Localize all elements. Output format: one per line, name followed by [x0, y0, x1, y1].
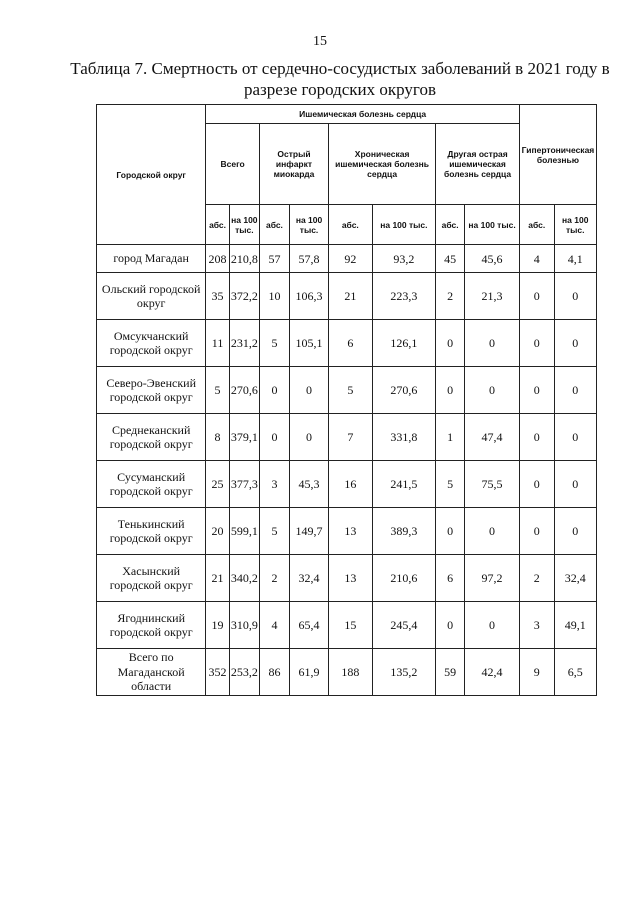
value-cell: 20	[206, 508, 229, 555]
value-cell: 45,6	[465, 245, 520, 273]
subheader-per100k: на 100 тыс.	[372, 205, 436, 245]
value-cell: 0	[436, 508, 465, 555]
value-cell: 126,1	[372, 320, 436, 367]
value-cell: 6,5	[554, 649, 596, 696]
value-cell: 75,5	[465, 461, 520, 508]
value-cell: 11	[206, 320, 229, 367]
subheader-abs: абс.	[259, 205, 289, 245]
value-cell: 0	[465, 508, 520, 555]
value-cell: 42,4	[465, 649, 520, 696]
header-other-acute-ihd: Другая острая ишемическая болезнь сердца	[436, 124, 520, 205]
value-cell: 19	[206, 602, 229, 649]
value-cell: 106,3	[290, 273, 329, 320]
value-cell: 45,3	[290, 461, 329, 508]
header-chronic-ihd: Хроническая ишемическая болезнь сердца	[329, 124, 436, 205]
mortality-table	[96, 104, 597, 696]
value-cell: 253,2	[229, 649, 259, 696]
table-header	[97, 105, 597, 245]
value-cell: 0	[519, 273, 554, 320]
value-cell: 21	[206, 555, 229, 602]
subheader-per100k: на 100 тыс.	[229, 205, 259, 245]
value-cell: 0	[519, 320, 554, 367]
value-cell: 5	[259, 508, 289, 555]
table-row	[97, 245, 597, 273]
value-cell: 0	[436, 367, 465, 414]
value-cell: 0	[465, 320, 520, 367]
district-name-cell: Ягоднинский городской округ	[97, 602, 206, 649]
value-cell: 15	[329, 602, 373, 649]
value-cell: 4	[519, 245, 554, 273]
value-cell: 0	[465, 602, 520, 649]
value-cell: 59	[436, 649, 465, 696]
value-cell: 8	[206, 414, 229, 461]
value-cell: 0	[259, 367, 289, 414]
district-name-cell: Сусуманский городской округ	[97, 461, 206, 508]
value-cell: 2	[259, 555, 289, 602]
value-cell: 25	[206, 461, 229, 508]
value-cell: 49,1	[554, 602, 596, 649]
header-hypertensive: Гипертоническая болезнью	[519, 105, 596, 205]
value-cell: 0	[290, 414, 329, 461]
value-cell: 32,4	[290, 555, 329, 602]
value-cell: 0	[554, 273, 596, 320]
table-row	[97, 555, 597, 602]
value-cell: 97,2	[465, 555, 520, 602]
value-cell: 210,8	[229, 245, 259, 273]
value-cell: 270,6	[372, 367, 436, 414]
table-row	[97, 367, 597, 414]
value-cell: 245,4	[372, 602, 436, 649]
value-cell: 6	[329, 320, 373, 367]
header-total: Всего	[206, 124, 260, 205]
table-row	[97, 273, 597, 320]
table-row	[97, 649, 597, 696]
subheader-per100k: на 100 тыс.	[290, 205, 329, 245]
value-cell: 0	[519, 414, 554, 461]
value-cell: 2	[519, 555, 554, 602]
value-cell: 3	[259, 461, 289, 508]
value-cell: 0	[554, 461, 596, 508]
district-name-cell: Всего по Магаданской области	[97, 649, 206, 696]
table-row	[97, 461, 597, 508]
value-cell: 35	[206, 273, 229, 320]
value-cell: 231,2	[229, 320, 259, 367]
value-cell: 92	[329, 245, 373, 273]
value-cell: 86	[259, 649, 289, 696]
value-cell: 10	[259, 273, 289, 320]
value-cell: 379,1	[229, 414, 259, 461]
value-cell: 0	[519, 461, 554, 508]
value-cell: 372,2	[229, 273, 259, 320]
district-name-cell: Северо-Эвенский городской округ	[97, 367, 206, 414]
value-cell: 4	[259, 602, 289, 649]
table-body	[97, 245, 597, 696]
table-row	[97, 320, 597, 367]
value-cell: 1	[436, 414, 465, 461]
subheader-abs: абс.	[519, 205, 554, 245]
value-cell: 135,2	[372, 649, 436, 696]
value-cell: 223,3	[372, 273, 436, 320]
value-cell: 0	[554, 508, 596, 555]
table-row	[97, 602, 597, 649]
value-cell: 0	[554, 320, 596, 367]
table-row	[97, 414, 597, 461]
value-cell: 0	[465, 367, 520, 414]
subheader-per100k: на 100 тыс.	[465, 205, 520, 245]
value-cell: 0	[436, 320, 465, 367]
value-cell: 32,4	[554, 555, 596, 602]
value-cell: 13	[329, 508, 373, 555]
value-cell: 241,5	[372, 461, 436, 508]
value-cell: 47,4	[465, 414, 520, 461]
value-cell: 599,1	[229, 508, 259, 555]
header-acute-mi: Острый инфаркт миокарда	[259, 124, 328, 205]
district-name-cell: Омсукчанский городской округ	[97, 320, 206, 367]
value-cell: 7	[329, 414, 373, 461]
value-cell: 331,8	[372, 414, 436, 461]
value-cell: 0	[519, 367, 554, 414]
header-ihd: Ишемическая болезнь сердца	[206, 105, 520, 124]
district-name-cell: Хасынский городской округ	[97, 555, 206, 602]
value-cell: 0	[519, 508, 554, 555]
value-cell: 149,7	[290, 508, 329, 555]
value-cell: 340,2	[229, 555, 259, 602]
value-cell: 61,9	[290, 649, 329, 696]
value-cell: 16	[329, 461, 373, 508]
value-cell: 352	[206, 649, 229, 696]
value-cell: 5	[436, 461, 465, 508]
value-cell: 5	[259, 320, 289, 367]
value-cell: 5	[206, 367, 229, 414]
value-cell: 389,3	[372, 508, 436, 555]
value-cell: 3	[519, 602, 554, 649]
value-cell: 208	[206, 245, 229, 273]
value-cell: 4,1	[554, 245, 596, 273]
value-cell: 45	[436, 245, 465, 273]
value-cell: 13	[329, 555, 373, 602]
value-cell: 6	[436, 555, 465, 602]
district-name-cell: Тенькинский городской округ	[97, 508, 206, 555]
table-title: Таблица 7. Смертность от сердечно-сосудистых заболеваний в 2021 году в разрезе городских округов	[70, 59, 610, 99]
value-cell: 21	[329, 273, 373, 320]
subheader-abs: абс.	[436, 205, 465, 245]
subheader-abs: абс.	[206, 205, 229, 245]
value-cell: 2	[436, 273, 465, 320]
subheader-abs: абс.	[329, 205, 373, 245]
value-cell: 210,6	[372, 555, 436, 602]
value-cell: 65,4	[290, 602, 329, 649]
value-cell: 9	[519, 649, 554, 696]
value-cell: 310,9	[229, 602, 259, 649]
value-cell: 57,8	[290, 245, 329, 273]
district-name-cell: город Магадан	[97, 245, 206, 273]
district-name-cell: Ольский городской округ	[97, 273, 206, 320]
value-cell: 5	[329, 367, 373, 414]
value-cell: 21,3	[465, 273, 520, 320]
value-cell: 0	[554, 367, 596, 414]
value-cell: 0	[554, 414, 596, 461]
value-cell: 105,1	[290, 320, 329, 367]
value-cell: 0	[436, 602, 465, 649]
value-cell: 93,2	[372, 245, 436, 273]
table-row	[97, 508, 597, 555]
value-cell: 377,3	[229, 461, 259, 508]
page-number: 15	[313, 34, 327, 49]
value-cell: 188	[329, 649, 373, 696]
header-district: Городской округ	[97, 105, 206, 245]
value-cell: 270,6	[229, 367, 259, 414]
subheader-per100k: на 100 тыс.	[554, 205, 596, 245]
value-cell: 0	[290, 367, 329, 414]
value-cell: 0	[259, 414, 289, 461]
value-cell: 57	[259, 245, 289, 273]
district-name-cell: Среднеканский городской округ	[97, 414, 206, 461]
